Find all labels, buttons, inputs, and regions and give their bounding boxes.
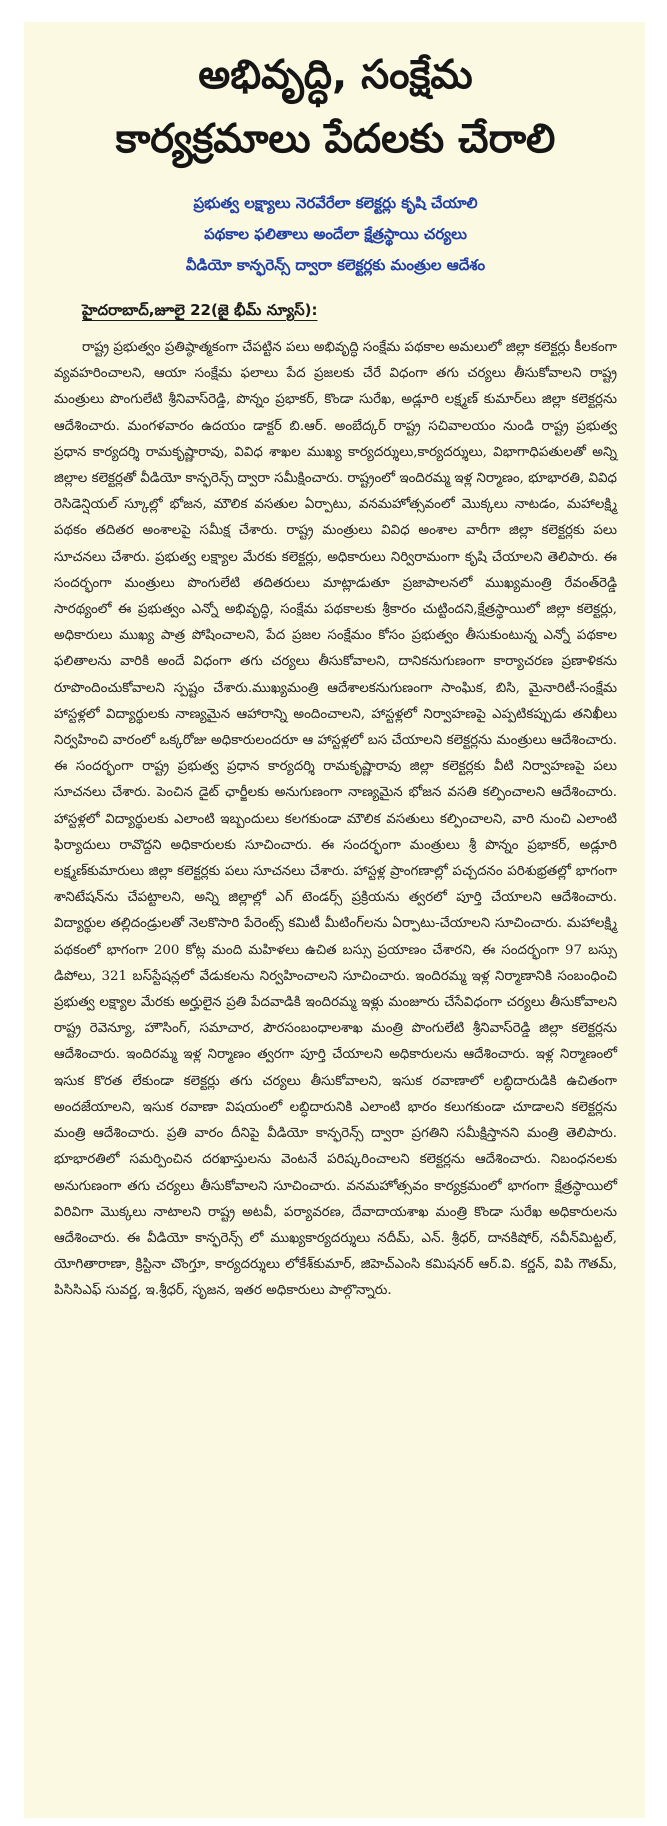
subheadline-1: ప్రభుత్వ లక్ష్యాలు నెరవేరేలా కలెక్టర్లు కృషి చేయాలి [193, 194, 478, 212]
news-clipping [24, 22, 645, 1818]
headline [54, 44, 617, 170]
subheadline-2: పథకాల ఫలితాలు అందేలా క్షేత్రస్థాయి చర్యలు [204, 225, 467, 243]
dateline: హైదరాబాద్,జూలై 22(జై భీమ్ న్యూస్): [82, 301, 318, 319]
headline-line-2: కార్యక్రమాలు పేదలకు చేరాలి [115, 116, 556, 162]
subheadlines [54, 188, 617, 281]
headline-line-1: అభివృద్ధి, సంక్షేమ [198, 52, 473, 98]
subheadline-3: వీడియో కాన్ఫరెన్స్ ద్వారా కలెక్టర్లకు మంత్రుల ఆదేశం [185, 256, 486, 274]
article-body: రాష్ట్ర ప్రభుత్వం ప్రతిష్ఠాత్మకంగా చేపట్టిన పలు అభివృద్ధి సంక్షేమ పథకాల అమలులో జిల్లా కలెక్టర్లు కీలకంగా వ్యవహరించాలని, ఆయా సంక్షేమ ఫలాలు పేద ప్రజలకు చేరే విధంగా తగు చర్యలు తీసుకోవాలని రాష్ట్ర మంత్రులు పొంగులేటి శ్రీనివాస్‌రెడ్డి, పొన్నం ప్రభాకర్, కొండా సురేఖ, అడ్లూరి లక్ష్మణ్ కుమార్‌లు జిల్లా కలెక్టర్లను ఆదేశించారు. మంగళవారం ఉదయం డాక్టర్ బి.ఆర్. అంబేద్కర్ రాష్ట్ర సచివాలయం నుండి రాష్ట్ర ప్రభుత్వ ప్రధాన కార్యదర్శి రామకృష్ణారావు, వివిధ శాఖల ముఖ్య కార్యదర్శులు,కార్యదర్శులు, విభాగాధిపతులతో అన్ని జిల్లాల కలెక్టర్లతో వీడియో కాన్ఫరెన్స్ ద్వారా సమీక్షించారు. రాష్ట్రంలో ఇందిరమ్మ ఇళ్ల నిర్మాణం, భూభారతి, వివిధ రెసిడెన్షియల్ స్కూల్లో భోజన, మౌలిక వసతుల ఏర్పాటు, వనమహోత్సవంలో మొక్కలు నాటడం, మహాలక్ష్మి పథకం తదితర అంశాలపై సమీక్ష చేశారు. రాష్ట్ర మంత్రులు వివిధ అంశాల వారీగా జిల్లా కలెక్టర్లకు పలు సూచనలు చేశారు. ప్రభుత్వ లక్ష్యాల మేరకు కలెక్టర్లు, అధికారులు నిర్విరామంగా కృషి చేయాలని తెలిపారు. ఈ సందర్భంగా మంత్రులు పొంగులేటి తదితరులు మాట్లాడుతూ ప్రజాపాలనలో ముఖ్యమంత్రి రేవంత్‌రెడ్డి సారథ్యంలో ఈ ప్రభుత్వం ఎన్నో అభివృద్ధి, సంక్షేమ పథకాలకు శ్రీకారం చుట్టిందని,క్షేత్రస్థాయిలో జిల్లా కలెక్టర్లు, అధికారులు ముఖ్య పాత్ర పోషించాలని, పేద ప్రజల సంక్షేమం కోసం ప్రభుత్వం తీసుకుంటున్న ఎన్నో పథకాల ఫలితాలను వారికి అందే విధంగా తగు చర్యలు తీసుకోవాలని, దానికనుగుణంగా కార్యాచరణ ప్రణాళికను రూపొందించుకోవాలని స్పష్టం చేశారు.ముఖ్యమంత్రి ఆదేశాలకనుగుణంగా సాంఘిక, బిసి, మైనారిటీ-సంక్షేమ హాస్టళ్లలో విద్యార్థులకు నాణ్యమైన ఆహారాన్ని అందించాలని, హాస్టళ్లలో నిర్వాహణపై ఎప్పటికప్పుడు తనిఖీలు నిర్వహించి వారంలో ఒక్కరోజు అధికారులందరూ ఆ హాస్టళ్లలో బస చేయాలని కలెక్టర్లను మంత్రులు ఆదేశించారు. ఈ సందర్భంగా రాష్ట్ర ప్రభుత్వ ప్రధాన కార్యదర్శి రామకృష్ణారావు జిల్లా కలెక్టర్లకు వీటి నిర్వాహణపై పలు సూచనలు చేశారు. పెంచిన డైట్ ఛార్జీలకు అనుగుణంగా నాణ్యమైన భోజన వసతి కల్పించాలని ఆదేశించారు. హాస్టళ్లలో విద్యార్థులకు ఎలాంటి ఇబ్బందులు కలగకుండా మౌలిక వసతులు కల్పించాలని, వారి నుంచి ఎలాంటి ఫిర్యాదులు రావొద్దని అధికారులకు సూచించారు. ఈ సందర్భంగా మంత్రులు శ్రీ పొన్నం ప్రభాకర్, అడ్లూరి లక్ష్మణ్‌కుమారులు జిల్లా కలెక్టర్లకు పలు సూచనలు చేశారు. హాస్టళ్ల ప్రాంగణాల్లో పచ్చదనం పరిశుభ్రతల్లో భాగంగా శానిటేషన్‌ను చేపట్టాలని, అన్ని జిల్లాల్లో ఎగ్ టెండర్స్ ప్రక్రియను త్వరలో పూర్తి చేయాలని ఆదేశించారు. విద్యార్థుల తల్లిదండ్రులతో నెలకొసారి పేరెంట్స్ కమిటీ మీటింగ్‌లను ఏర్పాటు-చేయాలని సూచించారు. మహాలక్ష్మి పథకంలో భాగంగా 200 కోట్ల మంది మహిళలు ఉచిత బస్సు ప్రయాణం చేశారని, ఈ సందర్భంగా 97 బస్సు డిపోలు, 321 బస్‌స్టేషన్లలో వేడుకలను నిర్వహించాలని సూచించారు. ఇందిరమ్మ ఇళ్ల నిర్మాణానికి సంబంధించి ప్రభుత్వ లక్ష్యాల మేరకు అర్హులైన ప్రతి పేదవాడికి ఇందిరమ్మ ఇళ్లు మంజూరు చేసేవిధంగా చర్యలు తీసుకోవాలని రాష్ట్ర రెవెన్యూ, హౌసింగ్, సమాచార, పౌరసంబంధాలశాఖ మంత్రి పొంగులేటి శ్రీనివాస్‌రెడ్డి జిల్లా కలెక్టర్లను ఆదేశించారు. ఇందిరమ్మ ఇళ్ల నిర్మాణం త్వరగా పూర్తి చేయాలని అధికారులను ఆదేశించారు. ఇళ్ల నిర్మాణంలో ఇసుక కొరత లేకుండా కలెక్టర్లు తగు చర్యలు తీసుకోవాలని, ఇసుక రవాణాలో లబ్ధిదారుడికి ఉచితంగా అందజేయాలని, ఇసుక రవాణా విషయంలో లబ్ధిదారునికి ఎలాంటి భారం కలుగకుండా చూడాలని కలెక్టర్లను మంత్రి ఆదేశించారు. ప్రతి వారం దీనిపై వీడియో కాన్ఫరెన్స్ ద్వారా ప్రగతిని సమీక్షిస్తానని మంత్రి తెలిపారు. భూభారతిలో సమర్పించిన దరఖాస్తులను వెంటనే పరిష్కరించాలని కలెక్టర్లను ఆదేశించారు. నిబంధనలకు అనుగుణంగా తగు చర్యలు తీసుకోవాలని సూచించారు. వనమహోత్సవం కార్యక్రమంలో భాగంగా క్షేత్రస్థాయిలో విరివిగా మొక్కలు నాటాలని రాష్ట్ర అటవీ, పర్యావరణ, దేవాదాయశాఖ మంత్రి కొండా సురేఖ అధికారులను ఆదేశించారు. ఈ వీడియో కాన్ఫరెన్స్ లో ముఖ్యకార్యదర్శులు నదీమ్, ఎన్. శ్రీధర్, దానకిషోర్, నవీన్‌మిట్టల్, యోగితారాణా, క్రిస్టినా చొంగ్తూ, కార్యదర్శులు లోకేశ్‌కుమార్, జిహెచ్ఎంసి కమిషనర్ ఆర్.వి. కర్ణన్, విపి గౌతమ్, పిసిసిఎఫ్ సువర్ణ, ఇ.శ్రీధర్, సృజన, ఇతర అధికారులు పాల్గొన్నారు. [54, 340, 617, 1299]
